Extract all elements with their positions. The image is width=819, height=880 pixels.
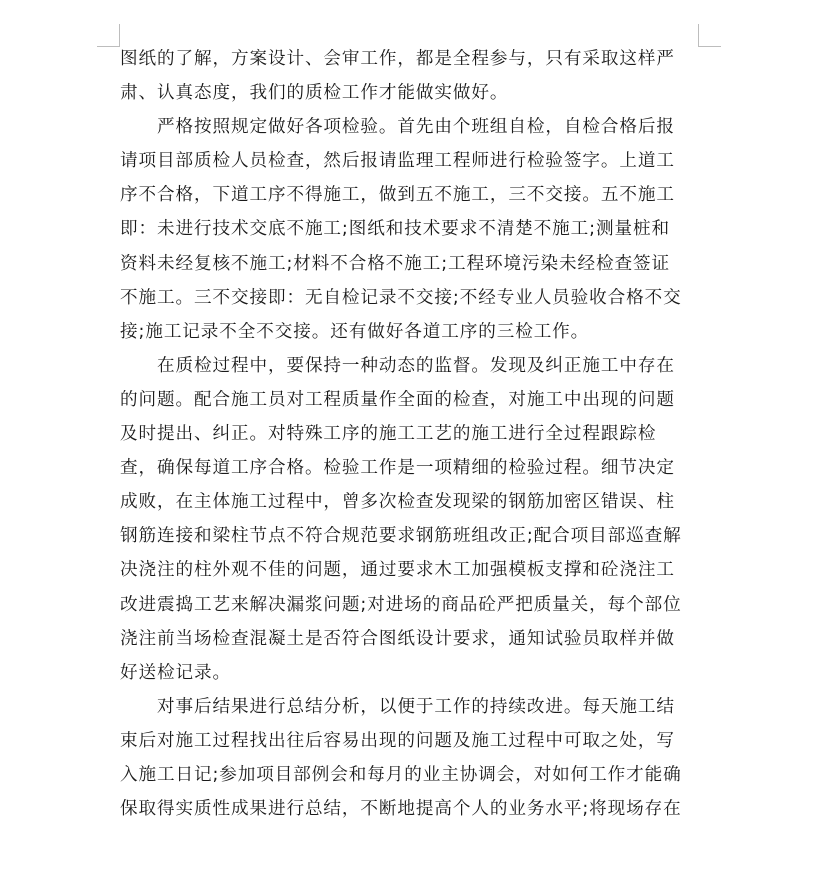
text-line: 好送检记录。 (120, 662, 231, 683)
text-line: 及时提出、纠正。对特殊工序的施工工艺的施工进行全过程跟踪检 (120, 424, 657, 445)
text-line: 在质检过程中，要保持一种动态的监督。发现及纠正施工中存在 (120, 355, 675, 376)
document-body-text[interactable] (120, 42, 694, 826)
text-line: 钢筋连接和梁柱节点不符合规范要求钢筋班组改正;配合项目部巡查解 (120, 526, 682, 547)
text-line: 肃、认真态度，我们的质检工作才能做实做好。 (120, 83, 509, 104)
top-left-margin-marker (97, 24, 120, 47)
top-right-margin-marker (698, 24, 721, 47)
text-line: 查，确保每道工序合格。检验工作是一项精细的检验过程。细节决定 (120, 458, 675, 479)
text-line: 对事后结果进行总结分析，以便于工作的持续改进。每天施工结 (120, 696, 675, 717)
text-line: 保取得实质性成果进行总结，不断地提高个人的业务水平;将现场存在 (120, 799, 682, 820)
text-line: 不施工。三不交接即：无自检记录不交接;不经专业人员验收合格不交 (120, 287, 682, 308)
text-line: 浇注前当场检查混凝土是否符合图纸设计要求，通知试验员取样并做 (120, 628, 675, 649)
text-line: 接;施工记录不全不交接。还有做好各道工序的三检工作。 (120, 321, 590, 342)
text-line: 图纸的了解，方案设计、会审工作，都是全程参与，只有采取这样严 (120, 49, 675, 69)
text-line: 束后对施工过程找出往后容易出现的问题及施工过程中可取之处，写 (120, 730, 675, 751)
text-line: 请项目部质检人员检查，然后报请监理工程师进行检验签字。上道工 (120, 151, 675, 172)
text-line: 即：未进行技术交底不施工;图纸和技术要求不清楚不施工;测量桩和 (120, 219, 670, 240)
text-line: 序不合格，下道工序不得施工，做到五不施工，三不交接。五不施工 (120, 185, 675, 206)
text-line: 入施工日记;参加项目部例会和每月的业主协调会，对如何工作才能确 (120, 764, 682, 785)
text-line: 严格按照规定做好各项检验。首先由个班组自检，自检合格后报 (120, 117, 675, 138)
text-line: 的问题。配合施工员对工程质量作全面的检查，对施工中出现的问题 (120, 389, 675, 410)
text-line: 资料未经复核不施工;材料不合格不施工;工程环境污染未经检查签证 (120, 253, 670, 274)
text-line: 改进震捣工艺来解决漏浆问题;对进场的商品砼严把质量关，每个部位 (120, 594, 682, 615)
text-line: 成败，在主体施工过程中，曾多次检查发现梁的钢筋加密区错误、柱 (120, 492, 675, 513)
text-line: 决浇注的柱外观不佳的问题，通过要求木工加强模板支撑和砼浇注工 (120, 560, 675, 581)
